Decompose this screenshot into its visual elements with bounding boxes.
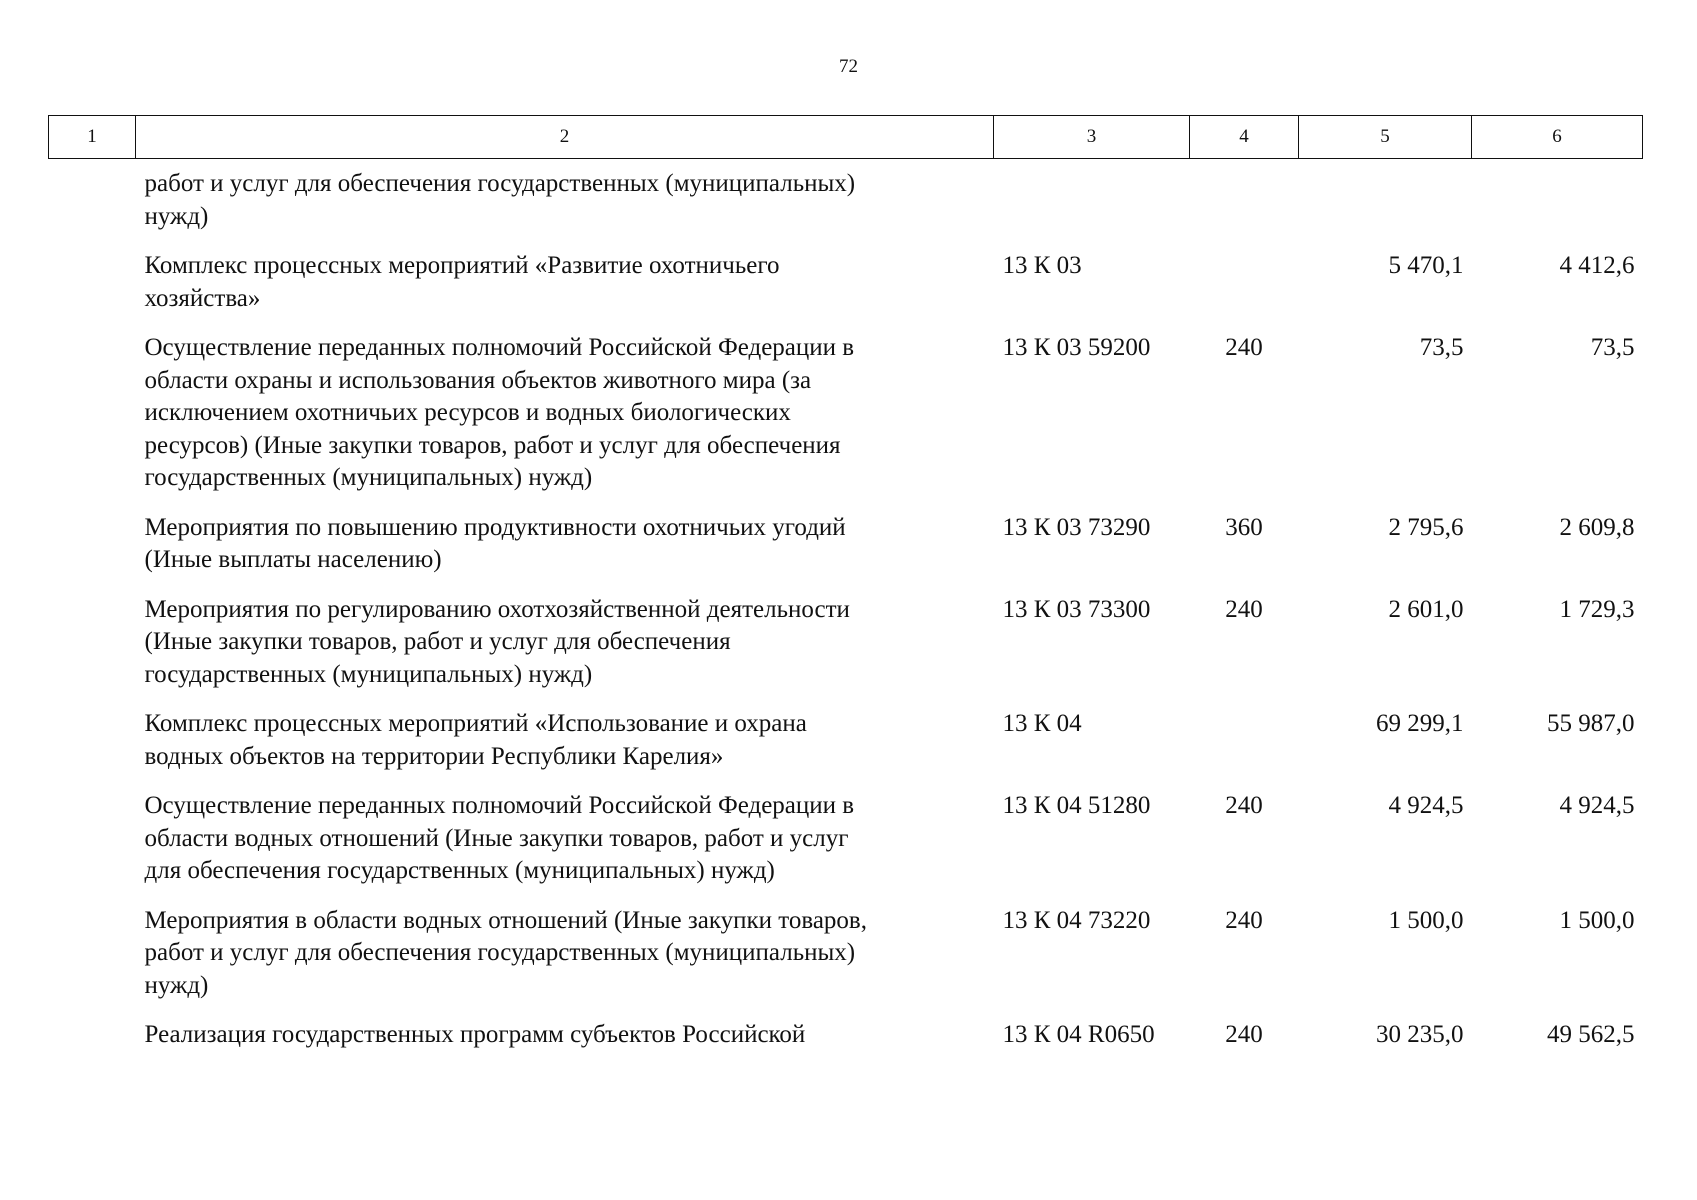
- target-article-code: 13 К 04 R0650: [1002, 1021, 1155, 1048]
- description-line: нужд): [144, 202, 209, 230]
- description-line: работ и услуг для обеспечения государственных (муниципальных): [144, 170, 856, 197]
- column-header-2: 2: [136, 116, 994, 159]
- amount-column-5: 2 795,6: [1388, 513, 1464, 541]
- column-header-4: 4: [1190, 116, 1299, 159]
- description-line: для обеспечения государственных (муниципальных) нужд): [144, 857, 775, 884]
- expense-type-code: 240: [1225, 1021, 1263, 1048]
- table-row: [49, 512, 1643, 594]
- description-line: области охраны и использования объектов животного мира (за: [144, 366, 812, 394]
- amount-column-5: 2 601,0: [1388, 595, 1464, 623]
- amount-column-6: 1 500,0: [1559, 906, 1635, 934]
- amount-column-5: 1 500,0: [1388, 906, 1464, 934]
- table-row: [49, 594, 1643, 709]
- target-article-code: 13 К 03 59200: [1002, 334, 1151, 361]
- expense-type-code: [1190, 159, 1299, 251]
- column-header-1: 1: [49, 116, 136, 159]
- target-article-code: 13 К 04: [1002, 710, 1082, 737]
- row-description: [49, 159, 994, 251]
- target-article-code: [994, 159, 1190, 251]
- description-line: Комплекс процессных мероприятий «Использование и охрана: [144, 710, 807, 737]
- table-body: [49, 159, 1643, 1069]
- row-description: [49, 1019, 994, 1069]
- description-line: государственных (муниципальных) нужд): [144, 660, 593, 688]
- description-line: Комплекс процессных мероприятий «Развитие охотничьего: [144, 252, 780, 279]
- amount-column-5: 5 470,1: [1388, 252, 1464, 279]
- amount-column-6: 4 924,5: [1559, 792, 1635, 819]
- column-header-3: 3: [994, 116, 1190, 159]
- amount-column-6: 55 987,0: [1547, 710, 1635, 737]
- description-line: исключением охотничьих ресурсов и водных биологических: [144, 399, 791, 426]
- amount-column-6: 2 609,8: [1559, 513, 1635, 541]
- target-article-code: 13 К 04 73220: [1002, 906, 1151, 934]
- amount-column-5: 30 235,0: [1376, 1021, 1464, 1048]
- expense-type-code: [1190, 250, 1299, 332]
- amount-column-6: 49 562,5: [1547, 1021, 1635, 1048]
- table-row: [49, 790, 1643, 905]
- description-line: Мероприятия в области водных отношений (Иные закупки товаров,: [144, 906, 867, 934]
- description-line: государственных (муниципальных) нужд): [144, 464, 593, 491]
- target-article-code: 13 К 03: [1002, 252, 1082, 279]
- description-line: водных объектов на территории Республики Карелия»: [144, 742, 724, 770]
- row-description: [49, 250, 994, 332]
- expense-type-code: 240: [1225, 792, 1263, 819]
- expense-type-code: 360: [1225, 513, 1263, 541]
- table-row: [49, 332, 1643, 512]
- row-description: [49, 594, 994, 709]
- budget-table: [48, 115, 1643, 1069]
- table-row: [49, 708, 1643, 790]
- description-line: Мероприятия по регулированию охотхозяйственной деятельности: [144, 595, 850, 623]
- page-number: 72: [839, 56, 858, 77]
- description-line: ресурсов) (Иные закупки товаров, работ и услуг для обеспечения: [144, 431, 841, 459]
- target-article-code: 13 К 03 73300: [1002, 595, 1151, 623]
- table-row: [49, 250, 1643, 332]
- amount-column-6: 4 412,6: [1559, 252, 1635, 279]
- expense-type-code: 240: [1225, 906, 1263, 934]
- table-row: [49, 1019, 1643, 1069]
- header-row: [49, 116, 1643, 159]
- column-header-6: 6: [1472, 116, 1643, 159]
- row-description: [49, 332, 994, 512]
- amount-column-6: 73,5: [1590, 334, 1635, 361]
- expense-type-code: 240: [1225, 334, 1263, 361]
- row-description: [49, 512, 994, 594]
- amount-column-5: 4 924,5: [1388, 792, 1464, 819]
- description-line: работ и услуг для обеспечения государственных (муниципальных): [144, 939, 856, 966]
- description-line: (Иные закупки товаров, работ и услуг для обеспечения: [144, 628, 731, 655]
- description-line: Мероприятия по повышению продуктивности охотничьих угодий: [144, 513, 846, 541]
- description-line: хозяйства»: [144, 284, 261, 312]
- description-line: (Иные выплаты населению): [144, 546, 442, 573]
- amount-column-5: [1299, 159, 1472, 251]
- row-description: [49, 708, 994, 790]
- table-row: [49, 159, 1643, 251]
- target-article-code: 13 К 04 51280: [1002, 792, 1151, 819]
- amount-column-6: [1472, 159, 1643, 251]
- target-article-code: 13 К 03 73290: [1002, 513, 1151, 541]
- description-line: области водных отношений (Иные закупки товаров, работ и услуг: [144, 824, 849, 852]
- column-header-5: 5: [1299, 116, 1472, 159]
- row-description: [49, 905, 994, 1020]
- description-line: Реализация государственных программ субъектов Российской: [144, 1021, 806, 1048]
- table-row: [49, 905, 1643, 1020]
- description-line: нужд): [144, 971, 209, 999]
- amount-column-6: 1 729,3: [1559, 595, 1635, 623]
- description-line: Осуществление переданных полномочий Российской Федерации в: [144, 792, 855, 819]
- row-description: [49, 790, 994, 905]
- description-line: Осуществление переданных полномочий Российской Федерации в: [144, 334, 855, 361]
- amount-column-5: 73,5: [1419, 334, 1464, 361]
- amount-column-5: 69 299,1: [1376, 710, 1464, 737]
- expense-type-code: 240: [1225, 595, 1263, 623]
- expense-type-code: [1190, 708, 1299, 790]
